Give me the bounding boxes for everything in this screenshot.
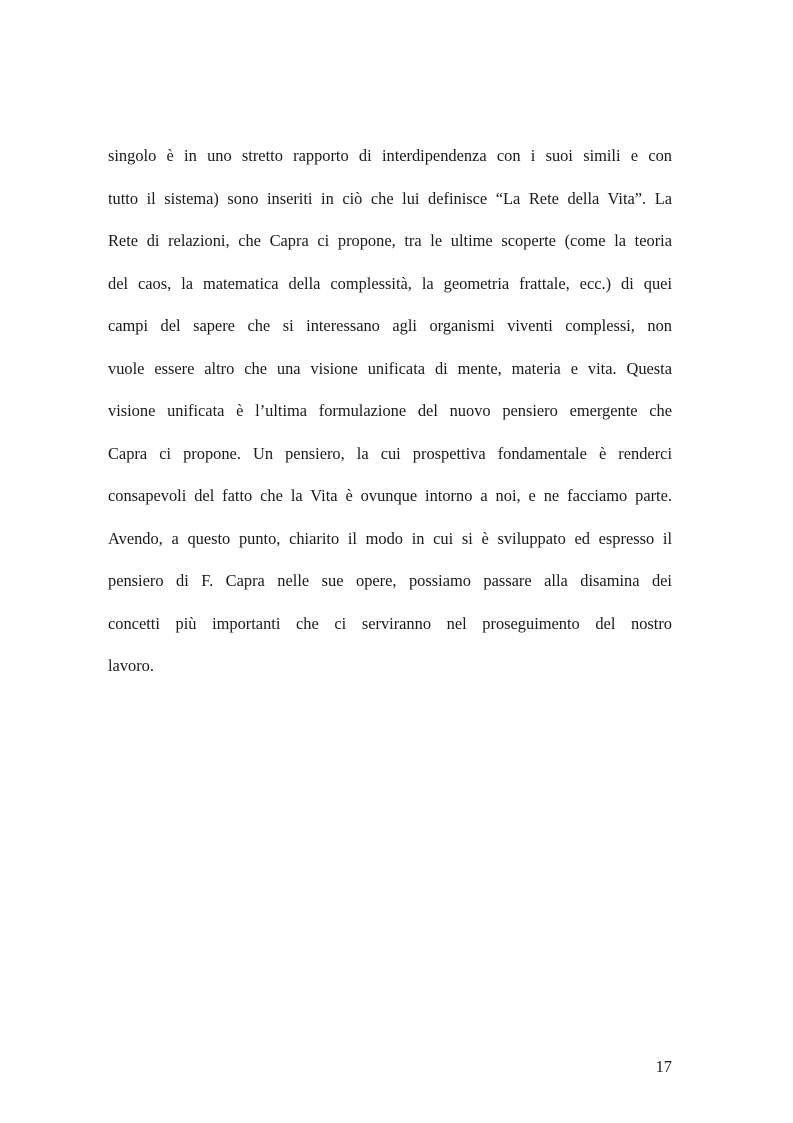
page-number: 17 [655, 1057, 672, 1076]
paragraph-line: Avendo, a questo punto, chiarito il modo in cui si è sviluppato ed espresso il [108, 528, 672, 548]
paragraph-line: visione unificata è l’ultima formulazione del nuovo pensiero emergente che [108, 401, 672, 420]
paragraph-line: del caos, la matematica della complessità, la geometria frattale, ecc.) di quei [108, 273, 672, 293]
paragraph-line: Capra ci propone. Un pensiero, la cui prospettiva fondamentale è renderci [108, 443, 672, 463]
paragraph-line: vuole essere altro che una visione unificata di mente, materia e vita. Questa [108, 358, 672, 378]
paragraph-line: Rete di relazioni, che Capra ci propone, tra le ultime scoperte (come la teoria [108, 231, 672, 250]
paragraph-line: pensiero di F. Capra nelle sue opere, possiamo passare alla disamina dei [108, 571, 672, 590]
paragraph-line: tutto il sistema) sono inseriti in ciò che lui definisce “La Rete della Vita”. La [108, 188, 672, 208]
paragraph-line: consapevoli del fatto che la Vita è ovunque intorno a noi, e ne facciamo parte. [108, 486, 672, 505]
paragraph-line: lavoro. [108, 656, 154, 675]
paragraph-line: concetti più importanti che ci serviranno nel proseguimento del nostro [108, 613, 672, 633]
paragraph-line: singolo è in uno stretto rapporto di interdipendenza con i suoi simili e con [108, 146, 672, 165]
paragraph-line: campi del sapere che si interessano agli organismi viventi complessi, non [108, 316, 672, 335]
body-paragraph [108, 138, 672, 691]
